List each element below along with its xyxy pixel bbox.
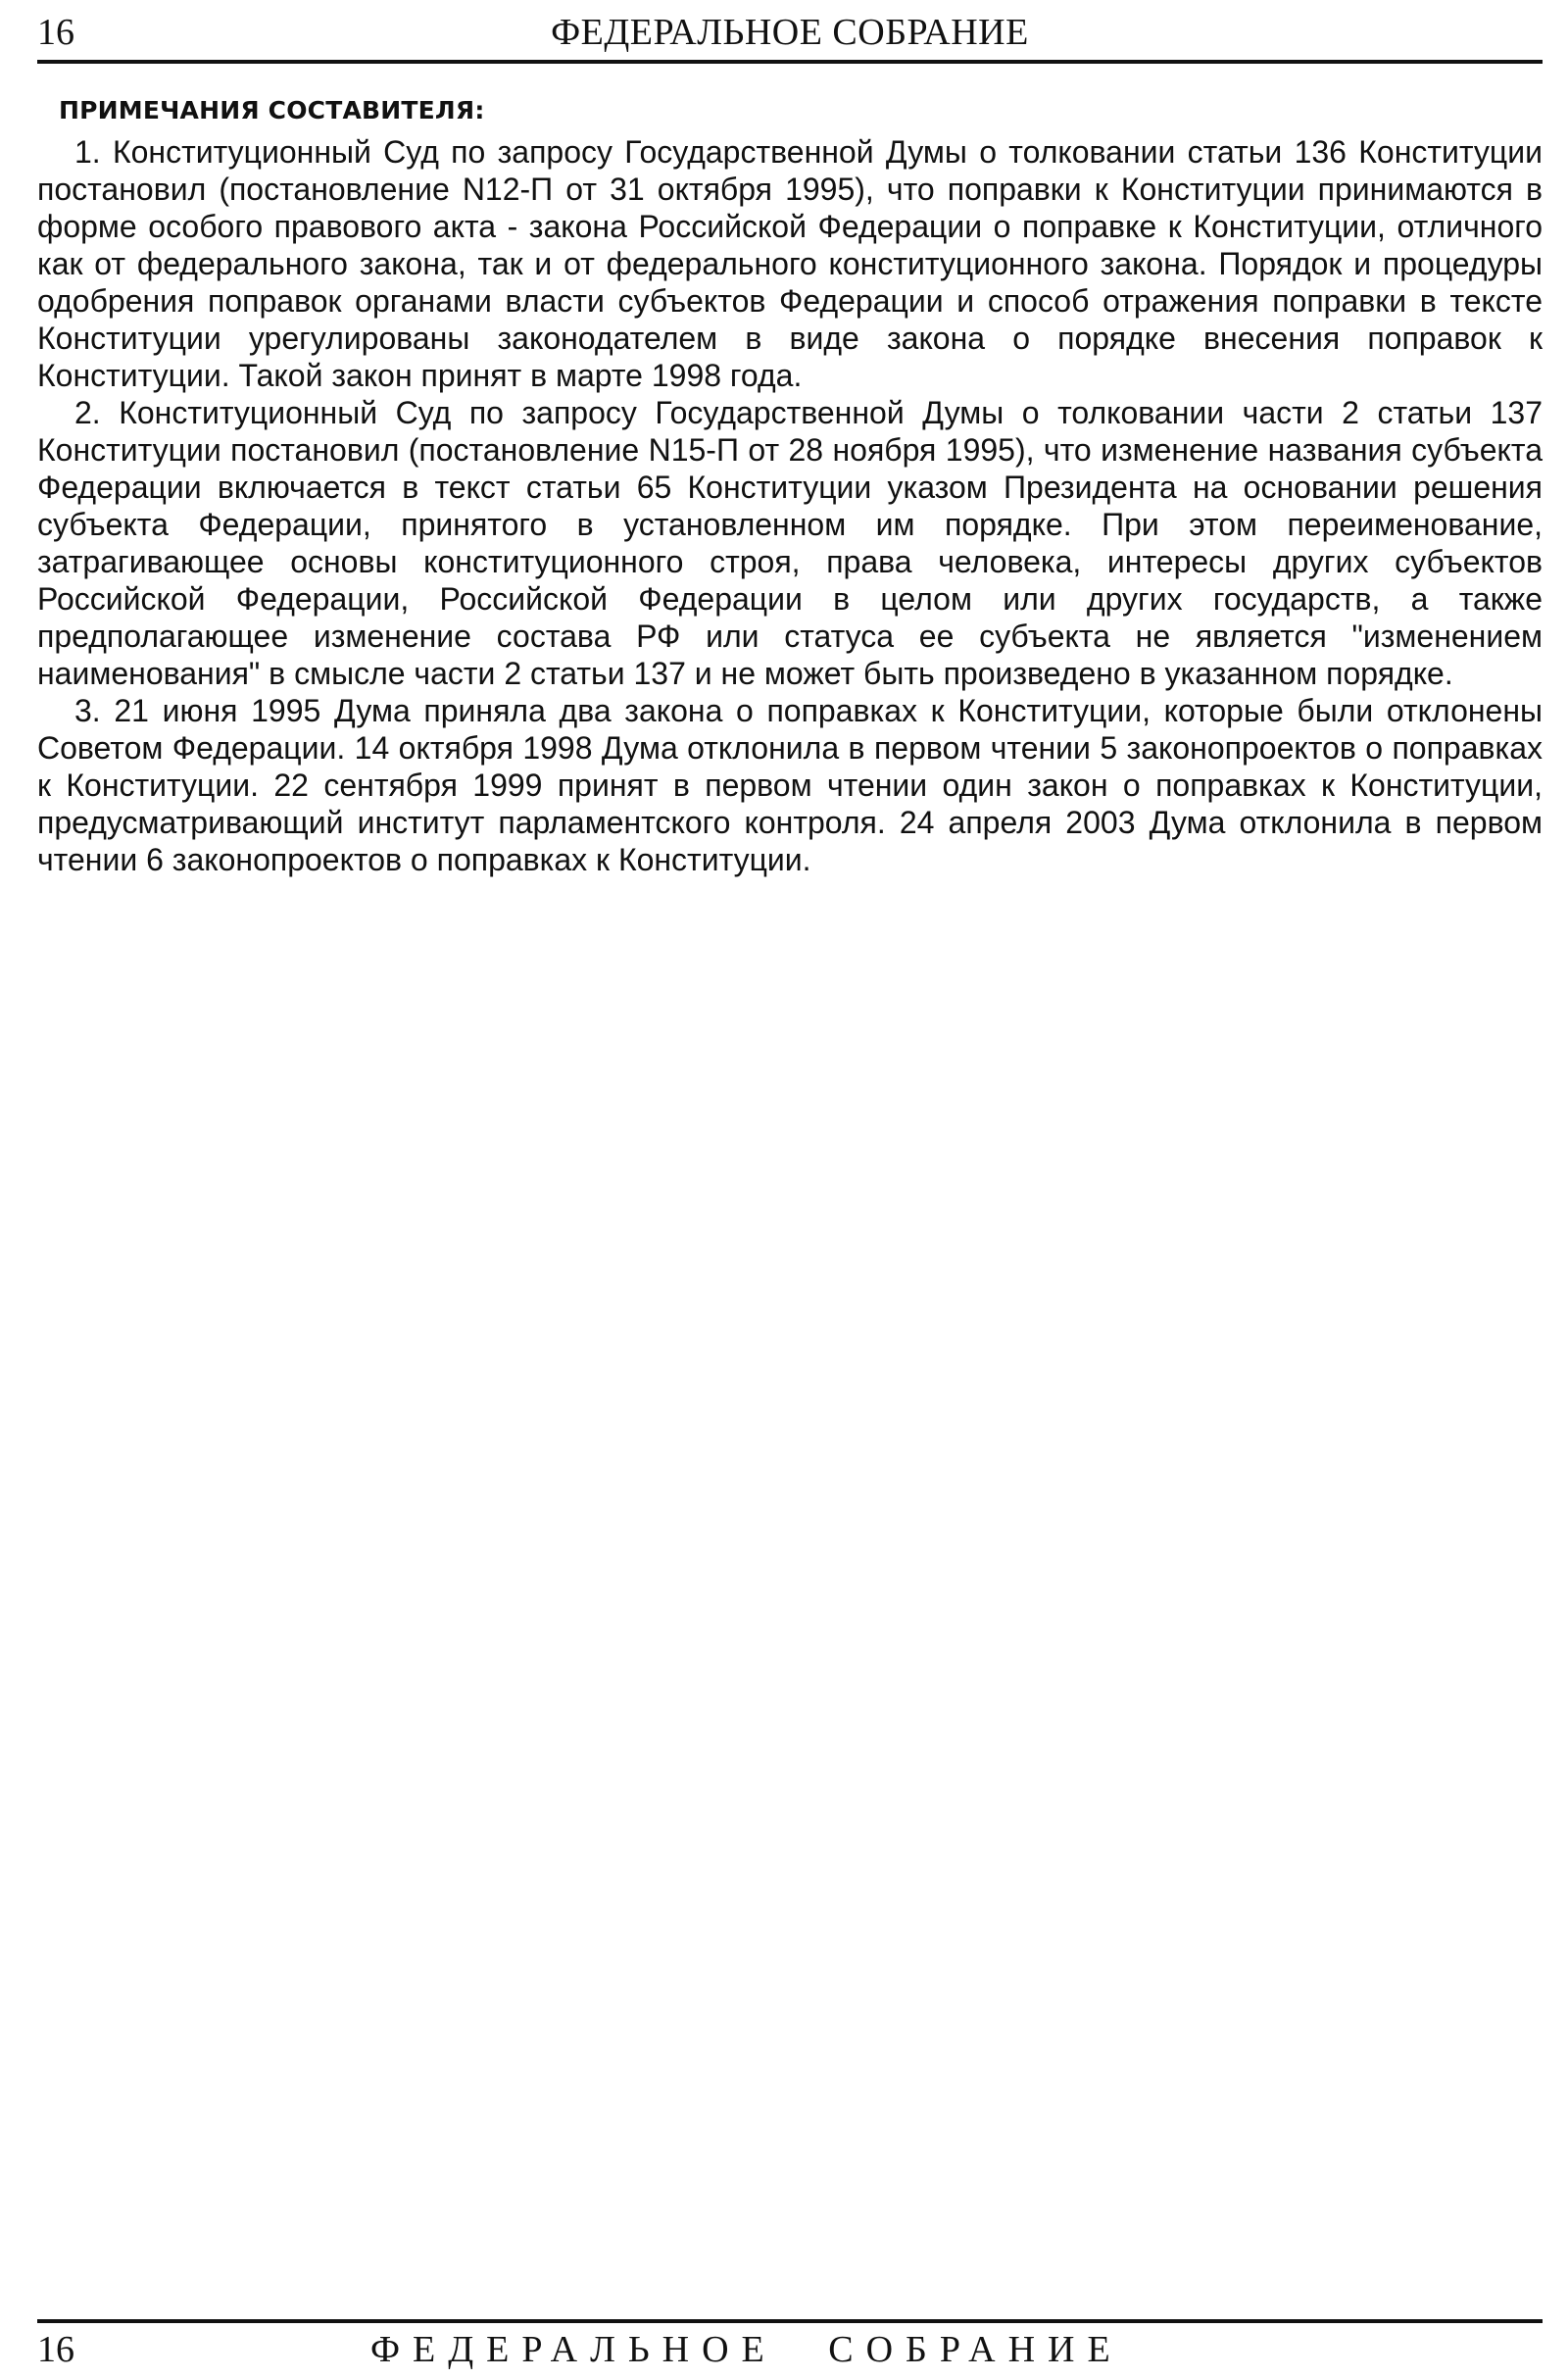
notes-section [37, 94, 1543, 878]
header-page-number: 16 [37, 12, 74, 53]
footer-rule [37, 2319, 1543, 2323]
running-header [37, 8, 1543, 57]
header-rule [37, 60, 1543, 64]
note-paragraph-2: 2. Конституционный Суд по запросу Государственной Думы о толковании части 2 статьи 137 Конституции постановил (постановление N15-П от 28 ноября 1995), что изменение названия субъекта Федерации включается в текст статьи 65 Конституции указом Президента на основании решения субъекта Федерации, принятого в установленном им порядке. При этом переименование, затрагивающее основы конституционного строя, права человека, интересы других субъектов Российской Федерации, Российской Федерации в целом или других государств, а также предполагающее изменение состава РФ или статуса ее субъекта не является "изменением наименования" в смысле части 2 статьи 137 и не может быть произведено в указанном порядке. [37, 395, 1543, 691]
note-paragraph-3: 3. 21 июня 1995 Дума приняла два закона о поправках к Конституции, которые были отклонены Советом Федерации. 14 октября 1998 Дума отклонила в первом чтении 5 законопроектов о поправках к Конституции. 22 сентября 1999 принят в первом чтении один закон о поправках к Конституции, предусматривающий институт парламентского контроля. 24 апреля 2003 Дума отклонила в первом чтении 6 законопроектов о поправках к Конституции. [37, 693, 1543, 877]
running-footer [37, 2325, 1543, 2374]
header-title: ФЕДЕРАЛЬНОЕ СОБРАНИЕ [551, 12, 1029, 53]
footer-title: ФЕДЕРАЛЬНОЕ СОБРАНИЕ [370, 2329, 1123, 2370]
footer-page-number: 16 [37, 2329, 74, 2370]
notes-heading: ПРИМЕЧАНИЯ СОСТАВИТЕЛЯ: [59, 96, 485, 124]
note-paragraph-1: 1. Конституционный Суд по запросу Государственной Думы о толковании статьи 136 Конституции постановил (постановление N12-П от 31 октября 1995), что поправки к Конституции принимаются в форме особого правового акта - закона Российской Федерации о поправке к Конституции, отличного как от федерального закона, так и от федерального конституционного закона. Порядок и процедуры одобрения поправок органами власти субъектов Федерации и способ отражения поправки в тексте Конституции урегулированы законодателем в виде закона о порядке внесения поправок к Конституции. Такой закон принят в марте 1998 года. [37, 134, 1543, 393]
document-page [37, 0, 1543, 2379]
